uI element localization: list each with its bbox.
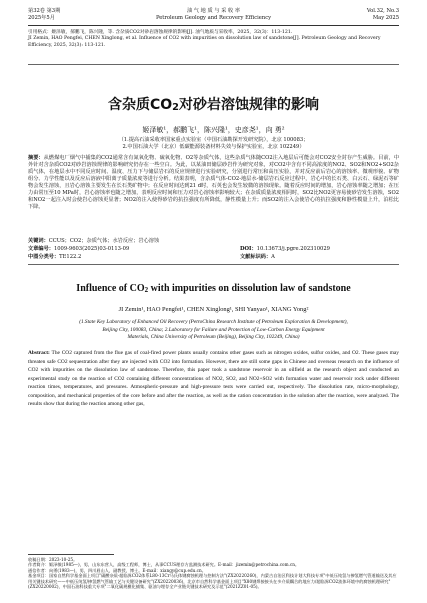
clc-number — [28, 254, 218, 261]
header-left — [28, 8, 118, 22]
citation-en: JI Zemin, HAO Pengfei, CHEN Xinglong, et al. Influence of CO2 with impurities on dissolution law of sandstone[J]. Petroleum Geology and Recovery Efficiency, 2025, 32(3): 113-121. — [28, 36, 381, 48]
citation-block — [28, 30, 399, 49]
title-en-post: with impurities on dissolution law of sandstone — [148, 283, 351, 294]
footnote-rule — [28, 554, 114, 555]
keywords-cn-label: 关键词： — [28, 238, 49, 244]
affiliations-en — [28, 319, 399, 342]
title-en-sub: 2 — [144, 286, 149, 294]
header-volume: 第32卷 第3期 — [28, 8, 61, 14]
title-cn — [28, 94, 399, 114]
abstract-en — [28, 349, 399, 409]
abstract-en-label: Abstract: — [28, 350, 50, 356]
title-cn-post: 对砂岩溶蚀规律的影响 — [179, 97, 319, 113]
journal-name-cn: 油 气 地 质 与 采 收 率 — [186, 8, 241, 14]
footnote-funding: 基金项目：国家自然科学基金面上项目"碳酸杂质-超临界CO2体系L80-13Cr马氏体钢腐蚀机理与控制方法"(ZX20220260)，内蒙古自治区科技计划大科技专项"中低压纯氢与掺氢燃气管道输送及其应用关键技术研究——中低压纯氢/掺氢燃气管输工艺与关键设备研究"(ZX20220036)，北京市自然科学基金面上项目"X80钢焊接接头在多介质耦合的地应力/超临界CO2流体环境中的腐蚀机理研究"(ZX20220002)，中国石油科技重大专项"二氧化碳规模化捕集、驱油与埋存全产业链关键技术研究及示范"(2021ZZ01-05)。 — [28, 573, 397, 590]
document-code — [240, 254, 400, 261]
keywords-cn-text: CCUS；CO2；杂质气体；水岩反应；岩心溶蚀 — [48, 238, 160, 244]
affiliation-cn-2: 2.中国石油大学（北京）低碳能源装备材料失效与保护实验室，北京 102249） — [122, 144, 305, 150]
authors-cn: 姬泽敏¹，郝鹏飞¹，陈兴隆¹，史彦尧¹，向 勇² — [142, 126, 285, 134]
affiliation-cn-1: （1.提高石油采收率国家重点实验室（中国石油勘探开发研究院），北京 100083； — [118, 137, 309, 143]
affiliation-en-3: Materials, China University of Petroleum (Beijing), Beijing City, 102249, China) — [127, 334, 300, 340]
header-rule — [28, 25, 399, 26]
footnote-corresponding: 通信作者：向勇(1983—)，男，四川眉山人，副教授，博士。E-mail：xiangy@cup.edu.cn。 — [28, 567, 206, 573]
clc-number-label: 中图分类号： — [28, 254, 60, 260]
title-en — [28, 283, 399, 294]
footnotes — [28, 557, 399, 589]
header-right — [309, 8, 399, 22]
header-center — [120, 8, 307, 22]
footnote-received: 收稿日期：2023-10-25。 — [28, 557, 78, 562]
article-number-value: 1009-9603(2025)03-0113-09 — [53, 246, 130, 252]
doi-value: 10.13673/j.pgre.202310029 — [256, 246, 330, 252]
clc-number-value: TE122.2 — [59, 254, 82, 260]
article-number-label: 文章编号： — [28, 246, 54, 252]
header-volume-en: Vol.32, No.3 — [366, 8, 399, 14]
header-date-cn: 2025年5月 — [28, 15, 55, 21]
journal-name-en: Petroleum Geology and Recovery Efficiency — [155, 15, 272, 21]
abstract-cn — [28, 155, 399, 211]
abstract-cn-text: 从燃煤电厂烟气中捕集的CO2通常含有氮氧化物、硫氧化物、O2等杂质气体，这些杂质气体随CO2注入地层后可能会对CO2安全封存产生威胁。目前，中外针对含杂质CO2对砂岩溶蚀规律的影响研究仍存在一些空白。为此，以某油田储层砂岩作为研究对象，对CO2中含有不同高浓度的NO2、SO2和NO2+SO2杂质气体，在地层水中不同反应时间、温度、压力下与储层岩石的反应规律进行实验研究，分别进行常压和高压实验，并对反应前后岩心的溶蚀率、微观形貌、矿物组分、力学性能以及反应后溶液中阳离子质量浓度等进行分析。结果表明，含杂质气体-CO2-地层水-储层岩石反应过程中，岩心中的长石类、白云石、绿泥石等矿物会发生溶蚀，且岩心溶蚀主要发生在长石类矿物中；在反应时间达到21 d时，石英也会发生较微的溶蚀现象。随着反应时间的增加，岩心溶蚀率随之增加；在压力由常压至10 MPa时，岩心溶蚀率也随之增加，表明反应时间和压力对岩心溶蚀率影响较大；在杂质质量浓度相同时，SO2比NO2更容易使砂岩发生溶蚀，SO2和NO2一起注入时会使岩心溶蚀更显著；NO2的注入使得砂岩的抗拉强度有所降低，静性模量上升；而SO2的注入会使岩心的抗拉强度和静性模量上升，泊松比下降。 — [28, 155, 399, 210]
footnote-author: 作者简介：姬泽敏(1985—)，男，山东东营人，高级工程师，博士，从事CCUS理存方监测技术研究。E-mail：jizemin@petrochina.com.cn。 — [28, 562, 300, 568]
affiliations-cn — [28, 137, 399, 151]
document-code-label: 文献标识码： — [240, 254, 272, 260]
doi-label: DOI： — [240, 246, 257, 252]
keywords-cn — [28, 238, 399, 245]
document-code-value: A — [271, 254, 275, 260]
citation-cn: 引用格式：姬泽敏，郝鹏飞，陈兴隆，等. 含杂质CO2对砂岩溶蚀规律的影响[J]. 油气地质与采收率，2025，32(3)：113-121. — [28, 30, 293, 35]
abstract-cn-label: 摘要： — [28, 155, 44, 161]
affiliation-en-2: Beijing City, 100083, China; 2.Laboratory for Failure and Protection of Low-Carbon Energy Equipment — [102, 326, 325, 333]
title-en-pre: Influence of CO — [76, 283, 145, 294]
header-date-en: May 2025 — [372, 15, 399, 21]
meta-rule — [28, 264, 399, 265]
title-cn-pre: 含杂质CO — [107, 97, 173, 113]
citation-rule — [28, 64, 399, 65]
abstract-en-text: The CO2 captured from the flue gas of coal-fired power plants usually contains other gases such as nitrogen oxides, sulfur oxides, and O2. These gases may threaten safe CO2 sequestration after they are injected with CO2 into formation. However, there are still some gaps in Chinese and overseas research on the influence of CO2 with impurities on the dissolution law of sandstone. Therefore, this paper took a sandstone reservoir in an oilfield as the research object and conducted an experimental study on the reaction of CO2 containing different concentrations of NO2, SO2, and NO2+SO2 with formation water and reservoir rock under different reaction times, temperatures, and pressures. Atmospheric-pressure and high-pressure tests were carried out, respectively. The dissolution rate, micro-morphology, composition, and mechanical properties of the core before and after the reaction, as well as the cation concentration in the solution after the reaction, were analyzed. The results show that during the reaction among other gas, — [28, 350, 399, 407]
authors-en: JI Zemin¹, HAO Pengfei¹, CHEN Xinglong¹, SHI Yanyao¹, XIANG Yong² — [118, 306, 309, 313]
doi — [240, 246, 400, 253]
title-cn-sub: 2 — [172, 102, 179, 113]
article-number — [28, 246, 218, 253]
affiliation-en-1: (1.State Key Laboratory of Enhanced Oil Recovery (PetroChina Research Institute of Petroleum Exploration & Development), — [79, 319, 348, 325]
